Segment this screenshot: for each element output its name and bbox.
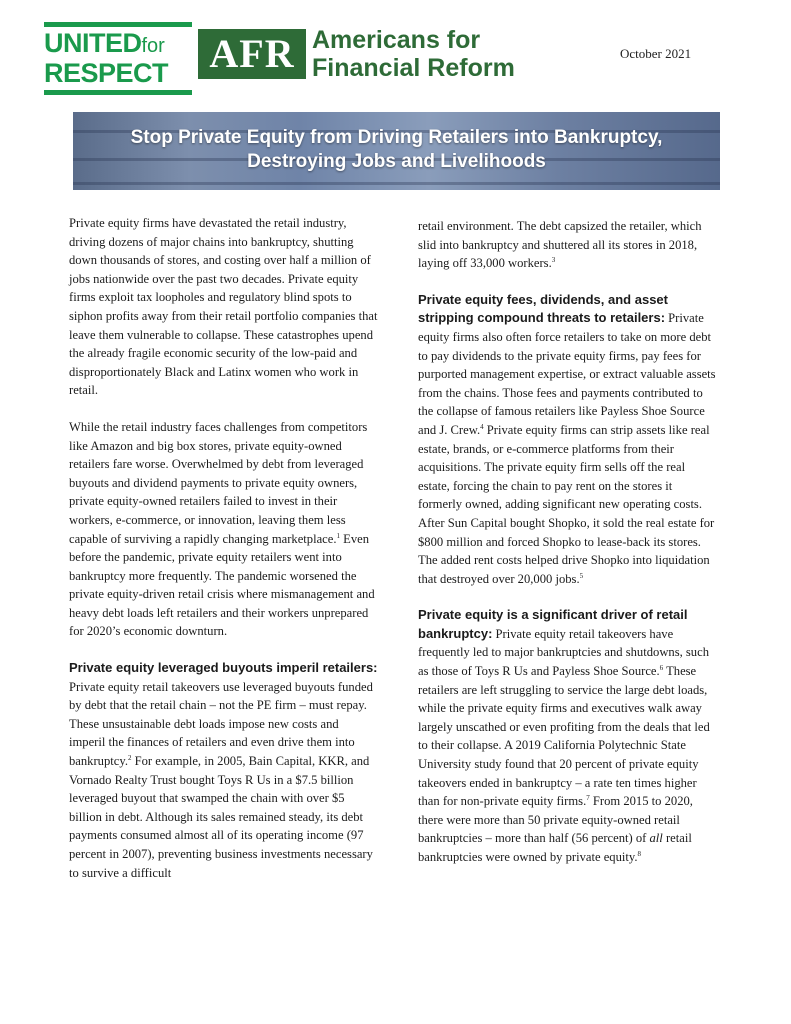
- banner-title-line2: Destroying Jobs and Livelihoods: [247, 151, 546, 172]
- paragraph-text: Private equity firms also often force retailers to take on more debt to pay dividends to the private equity firms, pay fees for purported management expertise, or extract valuable assets from the chains. Those fees and payments contributed to the collapse of famous retailers like Payless Shoe Source and J. Crew.: [418, 311, 716, 437]
- paragraph-text: These retailers are left struggling to service the large debt loads, while the private equity firms and executives walk away largely unscathed or even profiting from the deals that led to their collapse. A 2019 California Polytechnic State University study found that 20 percent of private equity takeovers ended in bankruptcy – a rate ten times higher than for non-private equity firms.: [418, 664, 710, 809]
- ufr-logo-line2: RESPECT: [44, 58, 169, 88]
- paragraph-text: retail environment. The debt capsized the retailer, which slid into bankruptcy and shuttered all its stores in 2018, laying off 33,000 workers.: [418, 219, 702, 271]
- emphasis-text: all: [649, 831, 663, 846]
- intro-paragraph: Private equity firms have devastated the retail industry, driving dozens of major chains into bankruptcy, shutting down thousands of stores, and costing over half a million of jobs nationwide over the past two decades. Private equity firms exploit tax loopholes and regulatory blind spots to siphon profits away from their retail portfolio companies that leave them vulnerable to collapse. These catastrophes upend the already fragile economic security of the low-paid and disproportionately Black and Latinx women who work in retail.: [69, 216, 378, 398]
- document-date: October 2021: [620, 46, 692, 61]
- footnote-marker: 3: [551, 256, 556, 264]
- fees-dividends-paragraph: [418, 291, 718, 589]
- banner-shelf-line: [73, 182, 720, 185]
- footnote-marker: 4: [480, 422, 484, 431]
- footnote-marker: 8: [637, 849, 641, 858]
- afr-name-line2: Financial Reform: [312, 54, 515, 82]
- footnote-marker: 5: [579, 571, 584, 580]
- paragraph-text: For example, in 2005, Bain Capital, KKR, and Vornado Realty Trust bought Toys R Us in a $7.5 billion leveraged buyout that swamped the chain with over $5 billion in debt. Although its sales remained steady, its debt payments consumed almost all of its operating income (97 percent in 2007), preventing business investments necessary to survive a difficult: [69, 754, 373, 880]
- title-banner: [73, 112, 720, 190]
- section-heading: Private equity leveraged buyouts imperil retailers:: [69, 660, 378, 676]
- paragraph-text: Private equity retail takeovers have frequently led to major bankruptcies and shutdowns, such as those of Toys R Us and Payless Shoe Source.: [418, 626, 709, 679]
- ufr-logo-for: for: [141, 35, 165, 57]
- logo-bar-bottom: [44, 90, 192, 95]
- right-column: [418, 217, 718, 885]
- bankruptcy-driver-paragraph: [418, 606, 718, 866]
- left-column: [69, 214, 378, 900]
- afr-name-line1: Americans for: [312, 26, 481, 54]
- footnote-marker: 7: [586, 794, 590, 803]
- ufr-logo-line1: [44, 30, 192, 60]
- afr-logo-name: [312, 26, 515, 82]
- afr-logo-mark: [198, 29, 306, 79]
- paragraph-text: Private equity firms can strip assets like real estate, brands, or e-commerce platforms from their acquisitions. The private equity firm sells off the real estate, forcing the chain to pay rent on the stores it formerly owned, adding significant new operating costs. After Sun Capital bought Shopko, it sold the real estate for $800 million and forced Shopko to lease-back its stores. The added rent costs helped drive Shopko into liquidation that destroyed over 20,000 jobs.: [418, 422, 715, 586]
- footnote-marker: 2: [127, 753, 132, 762]
- ufr-logo-united: UNITED: [44, 28, 142, 58]
- paragraph-text: retail bankruptcies were owned by private equity.: [418, 831, 692, 864]
- leveraged-buyouts-paragraph: [69, 659, 378, 882]
- banner-title-line1: Stop Private Equity from Driving Retailers into Bankruptcy,: [130, 127, 663, 148]
- logo-bar-top: [44, 22, 192, 27]
- footnote-marker: 1: [336, 531, 341, 540]
- retail-challenges-paragraph: [69, 418, 378, 641]
- paragraph-text: While the retail industry faces challenges from competitors like Amazon and big box stores, private equity-owned retailers fare worse. Overwhelmed by debt from leveraged buyouts and dividend payments to private equity owners, private equity-owned retailers failed to invest in their workers, e-commerce, or innovation, leaving them less capable of surviving a rapidly changing marketplace.: [69, 419, 368, 546]
- section-heading: Private equity is a significant driver of retail bankruptcy:: [418, 607, 688, 641]
- continued-paragraph: [418, 217, 718, 273]
- paragraph-text: From 2015 to 2020, there were more than 50 private equity-owned retail bankruptcies – more than half (56 percent) of: [418, 794, 693, 846]
- paragraph-text: Even before the pandemic, private equity retailers went into bankruptcy more frequently. The pandemic worsened the private equity-driven retail crisis where mismanagement and heavy debt loads left retailers and their workers unprepared for 2020’s economic downturn.: [69, 531, 375, 639]
- paragraph-text: Private equity retail takeovers use leveraged buyouts funded by debt that the retail chain – not the PE firm – must repay. These unsustainable debt loads impose new costs and imperil the finances of retailers and even drive them into bankruptcy.: [69, 679, 373, 769]
- united-for-respect-logo: [44, 22, 192, 94]
- afr-logo-text: AFR: [209, 31, 295, 76]
- section-heading: Private equity fees, dividends, and asset stripping compound threats to retailers:: [418, 291, 668, 326]
- banner-title: [73, 126, 720, 174]
- footnote-marker: 6: [659, 663, 664, 672]
